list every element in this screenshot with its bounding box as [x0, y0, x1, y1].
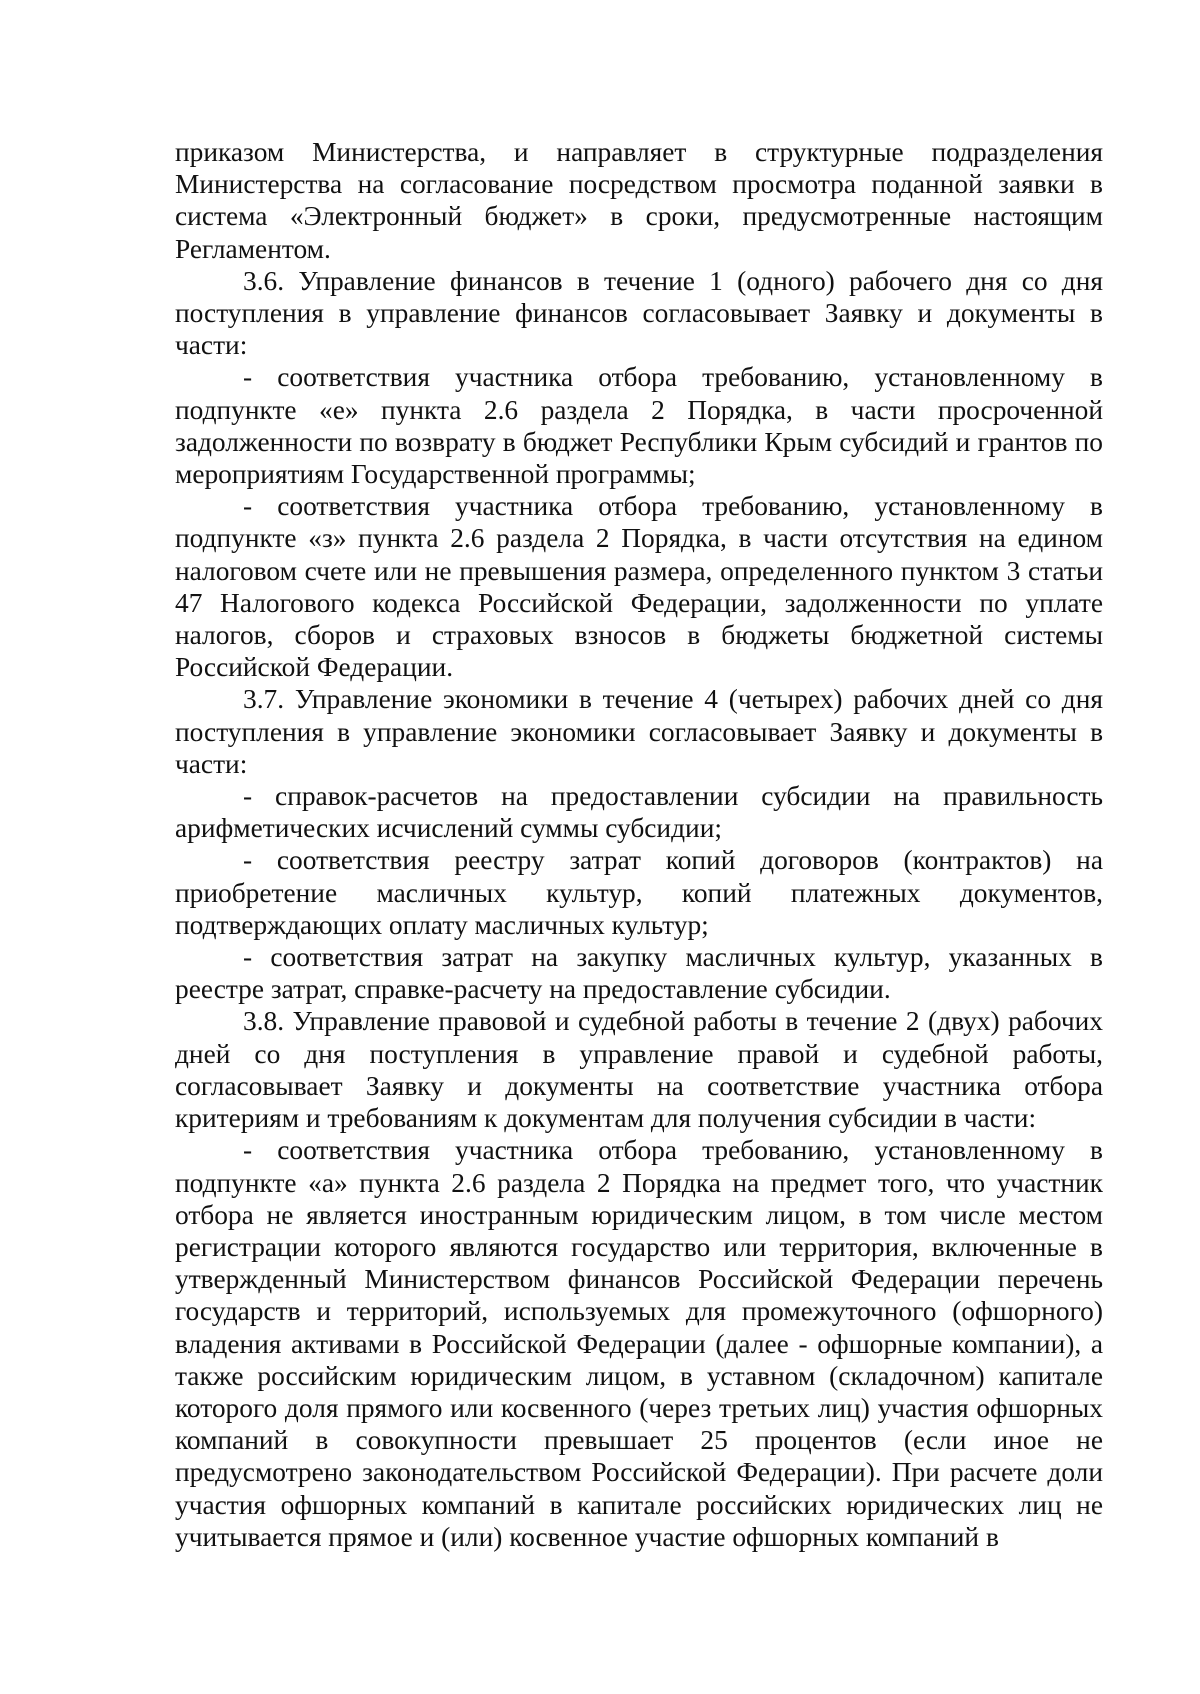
- paragraph-3-7-item-3: - соответствия затрат на закупку масличных культур, указанных в реестре затрат, справке-расчету на предоставление субсидии.: [175, 942, 1103, 1005]
- paragraph-3-6: 3.6. Управление финансов в течение 1 (одного) рабочего дня со дня поступления в управление финансов согласовывает Заявку и документы в части:: [175, 265, 1103, 361]
- paragraph-continuation: приказом Министерства, и направляет в структурные подразделения Министерства на согласование посредством просмотра поданной заявки в система «Электронный бюджет» в сроки, предусмотренные настоящим Регламентом.: [175, 137, 1103, 264]
- paragraph-3-8: 3.8. Управление правовой и судебной работы в течение 2 (двух) рабочих дней со дня поступления в управление правой и судебной работы, согласовывает Заявку и документы на соответствие участника отбора критериям и требованиям к документам для получения субсидии в части:: [175, 1006, 1103, 1134]
- paragraph-3-8-item-1: - соответствия участника отбора требованию, установленному в подпункте «а» пункта 2.6 раздела 2 Порядка на предмет того, что участник отбора не является иностранным юридическим лицом, в том числе местом регистрации которого являются государство или территория, включенные в утвержденный Министерством финансов Российской Федерации перечень государств и территорий, используемых для промежуточного (офшорного) владения активами в Российской Федерации (далее - офшорные компании), а также российским юридическим лицом, в уставном (складочном) капитале которого доля прямого или косвенного (через третьих лиц) участия офшорных компаний в совокупности превышает 25 процентов (если иное не предусмотрено законодательством Российской Федерации). При расчете доли участия офшорных компаний в капитале российских юридических лиц не учитывается прямое и (или) косвенное участие офшорных компаний в: [175, 1135, 1103, 1552]
- paragraph-3-7: 3.7. Управление экономики в течение 4 (четырех) рабочих дней со дня поступления в управление экономики согласовывает Заявку и документы в части:: [175, 684, 1103, 779]
- paragraph-3-6-item-1: - соответствия участника отбора требованию, установленному в подпункте «е» пункта 2.6 раздела 2 Порядка, в части просроченной задолженности по возврату в бюджет Республики Крым субсидий и грантов по мероприятиям Государственной программы;: [175, 362, 1103, 490]
- paragraph-3-6-item-2: - соответствия участника отбора требованию, установленному в подпункте «з» пункта 2.6 раздела 2 Порядка, в части отсутствия на едином налоговом счете или не превышения размера, определенного пунктом 3 статьи 47 Налогового кодекса Российской Федерации, задолженности по уплате налогов, сборов и страховых взносов в бюджеты бюджетной системы Российской Федерации.: [175, 491, 1103, 683]
- paragraph-3-7-item-1: - справок-расчетов на предоставлении субсидии на правильность арифметических исчислений суммы субсидии;: [175, 781, 1103, 844]
- document-body: [175, 136, 1103, 1553]
- paragraph-3-7-item-2: - соответствия реестру затрат копий договоров (контрактов) на приобретение масличных культур, копий платежных документов, подтверждающих оплату масличных культур;: [175, 845, 1103, 940]
